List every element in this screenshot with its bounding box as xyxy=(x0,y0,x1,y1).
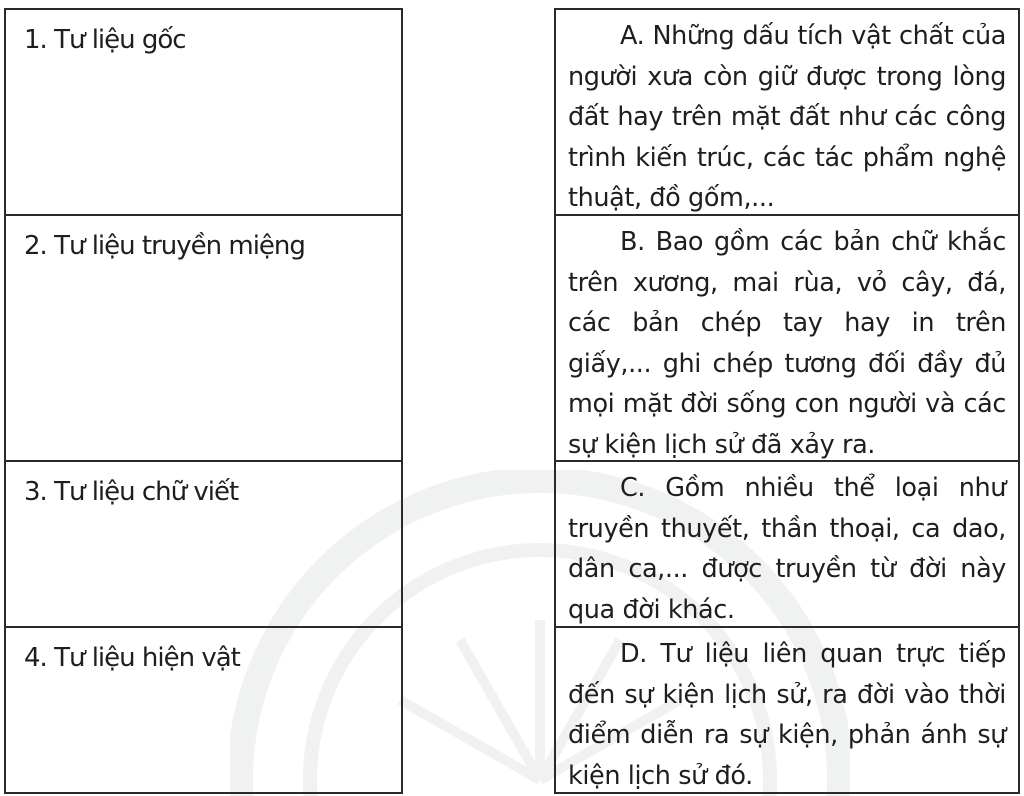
left-cell-label: 3. Tư liệu chữ viết xyxy=(24,477,239,507)
left-cell-1 xyxy=(4,8,403,216)
left-cell-label: 1. Tư liệu gốc xyxy=(24,25,186,55)
left-cell-2 xyxy=(4,214,403,462)
left-cell-label: 4. Tư liệu hiện vật xyxy=(24,643,240,673)
right-cell-c xyxy=(554,460,1020,628)
right-cell-a xyxy=(554,8,1020,216)
left-cell-3 xyxy=(4,460,403,628)
left-cell-4 xyxy=(4,626,403,794)
right-cell-text: C. Gồm nhiều thể loại như truyền thuyết, thần thoại, ca dao, dân ca,... được truyền từ đời này qua đời khác. xyxy=(568,473,1006,625)
right-cell-b xyxy=(554,214,1020,462)
right-cell-text: D. Tư liệu liên quan trực tiếp đến sự kiện lịch sử, ra đời vào thời điểm diễn ra sự kiện, phản ánh sự kiện lịch sử đó. xyxy=(568,639,1006,791)
right-cell-text: A. Những dấu tích vật chất của người xưa còn giữ được trong lòng đất hay trên mặt đất như các công trình kiến trúc, các tác phẩm nghệ thuật, đồ gốm,... xyxy=(568,21,1006,213)
left-cell-label: 2. Tư liệu truyền miệng xyxy=(24,231,305,261)
right-cell-d xyxy=(554,626,1020,794)
right-cell-text: B. Bao gồm các bản chữ khắc trên xương, mai rùa, vỏ cây, đá, các bản chép tay hay in trên giấy,... ghi chép tương đối đầy đủ mọi mặt đời sống con người và các sự kiện lịch sử đã xảy ra. xyxy=(568,227,1006,460)
